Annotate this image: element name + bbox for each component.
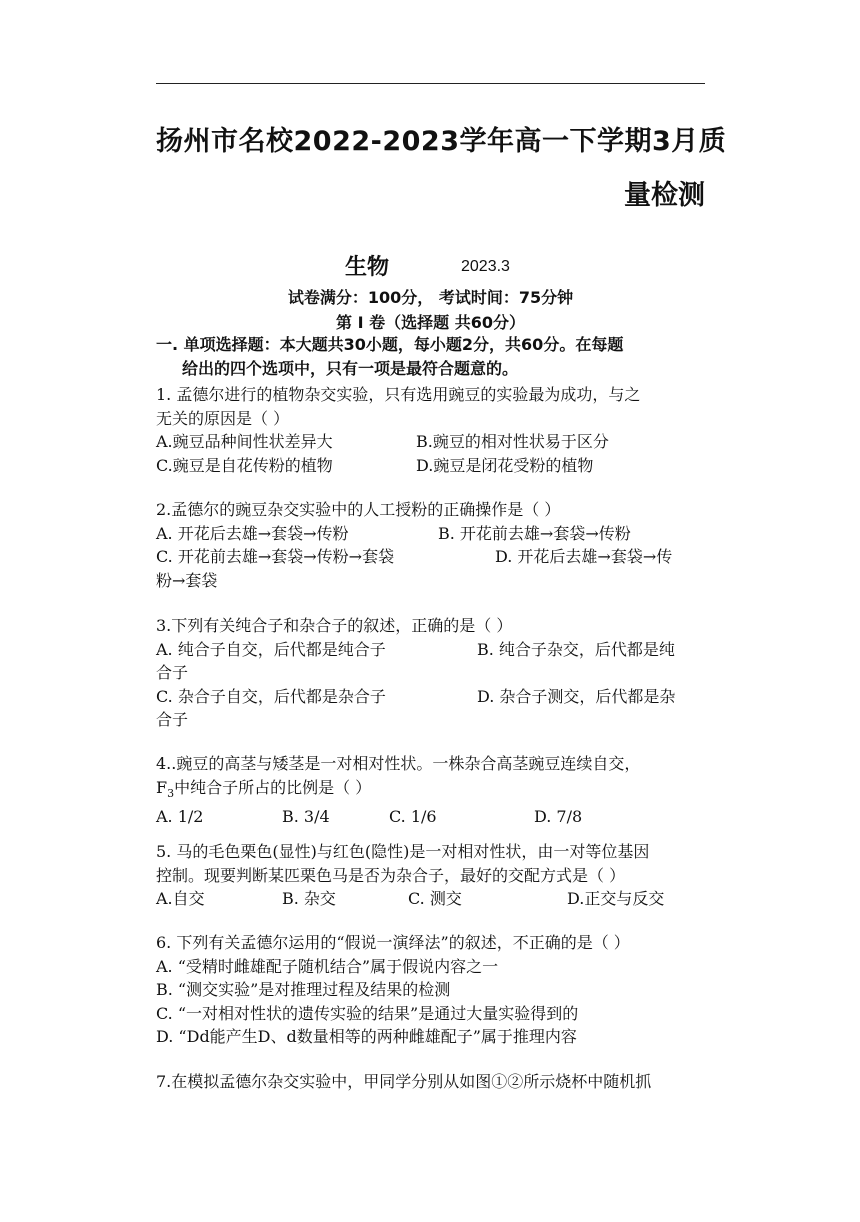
q7-stem: 7.在模拟孟德尔杂交实验中，甲同学分别从如图①②所示烧杯中随机抓	[156, 1072, 652, 1091]
q3-options-row1	[156, 638, 708, 662]
q6-option-d: D. “Dd能产生D、d数量相等的两种雌雄配子”属于推理内容	[156, 1027, 577, 1046]
q4-stem-line2-text: 中纯合子所占的比例是（ ）	[174, 777, 372, 797]
question-3	[156, 614, 708, 732]
q5-option-a: A.自交	[156, 889, 205, 908]
q1-stem-line2: 无关的原因是（ ）	[156, 408, 290, 428]
question-5	[156, 840, 708, 911]
q2-options-row1	[156, 522, 708, 546]
q6-option-b: B. “测交实验”是对推理过程及结果的检测	[156, 980, 451, 999]
q5-option-b: B. 杂交	[282, 889, 336, 908]
q5-stem-line1: 5. 马的毛色栗色(显性)与红色(隐性)是一对相对性状，由一对等位基因	[156, 842, 650, 861]
q2-option-d: D. 开花后去雄→套袋→传	[495, 547, 673, 566]
q4-f-subscript: 3	[167, 786, 175, 800]
q2-option-b: B. 开花前去雄→套袋→传粉	[438, 523, 631, 543]
q4-option-c: C. 1/6	[389, 807, 437, 827]
q2-options-row2	[156, 545, 708, 569]
q1-options-row2	[156, 454, 708, 478]
exam-title-line2: 量检测	[624, 180, 705, 211]
q2-option-d-cont: 粉→套袋	[156, 570, 218, 590]
q2-stem: 2.孟德尔的豌豆杂交实验中的人工授粉的正确操作是（ ）	[156, 500, 561, 519]
q1-stem-line1: 1. 孟德尔进行的植物杂交实验，只有选用豌豆的实验最为成功，与之	[156, 385, 641, 404]
q3-option-c: C. 杂合子自交，后代都是杂合子	[156, 686, 386, 706]
section-line2: 给出的四个选项中，只有一项是最符合题意的。	[182, 359, 519, 378]
q1-option-a: A.豌豆品种间性状差异大	[156, 432, 333, 451]
subject-label: 生物	[345, 255, 390, 280]
q3-option-b-cont: 合子	[156, 663, 189, 682]
q3-option-b: B. 纯合子杂交，后代都是纯	[477, 639, 675, 659]
q1-option-c: C.豌豆是自花传粉的植物	[156, 455, 333, 475]
question-7	[156, 1070, 708, 1094]
q3-option-d-cont: 合子	[156, 710, 189, 729]
q2-option-a: A. 开花后去雄→套袋→传粉	[156, 523, 349, 543]
q5-option-d: D.正交与反交	[567, 889, 665, 908]
q1-option-d: D.豌豆是闭花受粉的植物	[416, 455, 594, 475]
section-instructions	[156, 333, 708, 381]
q4-stem-line1: 4..豌豆的高茎与矮茎是一对相对性状。一株杂合高茎豌豆连续自交，	[156, 754, 641, 773]
q4-option-d: D. 7/8	[534, 807, 583, 827]
q4-option-a: A. 1/2	[156, 807, 204, 827]
q6-stem: 6. 下列有关孟德尔运用的“假说一演绎法”的叙述，不正确的是（ ）	[156, 933, 630, 952]
q2-option-c: C. 开花前去雄→套袋→传粉→套袋	[156, 547, 395, 566]
header-rule	[156, 83, 705, 84]
q3-option-a: A. 纯合子自交，后代都是纯合子	[156, 639, 386, 659]
q3-options-row2	[156, 685, 708, 709]
q6-option-a: A. “受精时雌雄配子随机结合”属于假说内容之一	[156, 956, 499, 976]
question-2	[156, 498, 708, 592]
volume-heading: 第 Ⅰ 卷（选择题 共60分）	[336, 313, 525, 332]
q5-option-c: C. 测交	[408, 889, 462, 908]
q1-option-b: B.豌豆的相对性状易于区分	[416, 432, 609, 451]
section-line1: 一. 单项选择题：本大题共30小题，每小题2分，共60分。在每题	[156, 335, 624, 354]
q4-f-symbol: F	[156, 777, 168, 797]
q1-options-row1	[156, 430, 708, 454]
q3-option-d: D. 杂合子测交，后代都是杂	[477, 686, 676, 706]
q5-stem-line2: 控制。现要判断某匹栗色马是否为杂合子，最好的交配方式是（ ）	[156, 865, 626, 885]
q3-stem: 3.下列有关纯合子和杂合子的叙述，正确的是（ ）	[156, 616, 513, 635]
question-6	[156, 931, 708, 1049]
q6-option-c: C. “一对相对性状的遗传实验的结果”是通过大量实验得到的	[156, 1003, 579, 1023]
q4-option-b: B. 3/4	[282, 807, 330, 827]
question-4	[156, 752, 708, 829]
score-time-line: 试卷满分：100分， 考试时间：75分钟	[287, 288, 574, 307]
q5-options-row	[156, 887, 708, 911]
exam-title-line1: 扬州市名校2022-2023学年高一下学期3月质	[156, 126, 727, 157]
question-1	[156, 383, 708, 477]
exam-date: 2023.3	[461, 258, 510, 275]
q4-stem-line2	[156, 776, 708, 806]
q4-options-row	[156, 805, 708, 829]
